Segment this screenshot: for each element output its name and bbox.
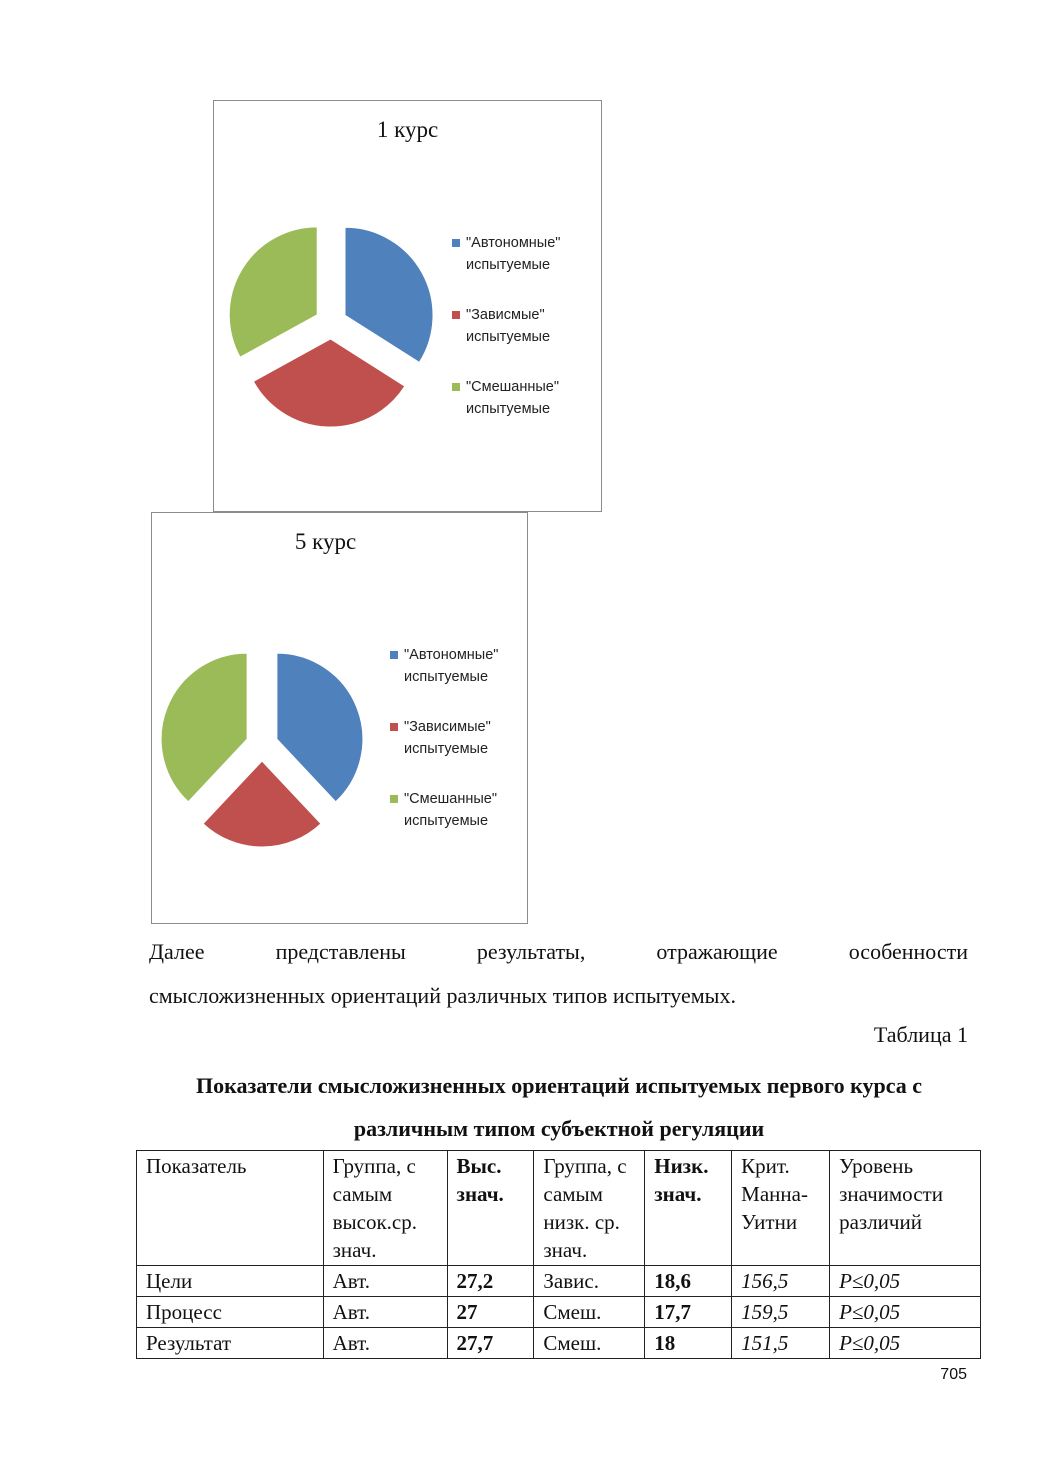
table-cell: 27,2 <box>447 1266 534 1297</box>
legend-item <box>452 232 606 276</box>
table-number: Таблица 1 <box>873 1022 968 1047</box>
legend-swatch <box>452 383 460 391</box>
table-cell: 156,5 <box>732 1266 830 1297</box>
pie-slice <box>203 761 321 847</box>
table-row <box>137 1297 981 1328</box>
table-cell: 27 <box>447 1297 534 1328</box>
word: отражающие <box>656 939 778 964</box>
table-cell: Авт. <box>323 1266 447 1297</box>
table-cell: Процесс <box>137 1297 324 1328</box>
pie-slice <box>229 227 317 357</box>
legend-item <box>390 788 544 832</box>
table-cell: 17,7 <box>645 1297 732 1328</box>
table-cell: Авт. <box>323 1328 447 1359</box>
chart-title: 1 курс <box>376 117 439 142</box>
header-cell: Группа, с самым низк. ср. знач. <box>534 1151 645 1266</box>
legend-swatch <box>390 651 398 659</box>
table-cell: 18,6 <box>645 1266 732 1297</box>
table-cell: 18 <box>645 1328 732 1359</box>
legend-swatch <box>452 239 460 247</box>
legend-label: "Зависмые" испытуемые <box>466 307 551 345</box>
table-title-line-2: различным типом субъектной регуляции <box>353 1116 765 1141</box>
word: особенности <box>848 939 968 964</box>
body-paragraph <box>149 930 968 1018</box>
table-cell: Цели <box>137 1266 324 1297</box>
word: Далее <box>149 939 205 964</box>
pie-slice <box>345 227 433 362</box>
table-cell: P≤0,05 <box>830 1297 981 1328</box>
pie-slice <box>277 653 363 802</box>
word: результаты, <box>476 939 586 964</box>
chart-legend <box>390 644 544 860</box>
header-cell: Показатель <box>137 1151 324 1266</box>
table-row <box>137 1266 981 1297</box>
table-header-row <box>137 1151 981 1266</box>
chart-2 <box>151 512 528 924</box>
legend-label: "Автономные" испытуемые <box>466 235 561 273</box>
legend-swatch <box>452 311 460 319</box>
pie-slice <box>161 653 247 802</box>
legend-item <box>452 376 606 420</box>
table-title <box>120 1064 998 1150</box>
table-cell: 27,7 <box>447 1328 534 1359</box>
table-cell: 151,5 <box>732 1328 830 1359</box>
results-table <box>136 1150 981 1359</box>
header-cell: Группа, с самым высок.ср. знач. <box>323 1151 447 1266</box>
table-cell: Смеш. <box>534 1328 645 1359</box>
table-row <box>137 1328 981 1359</box>
legend-item <box>452 304 606 348</box>
table-cell: Авт. <box>323 1297 447 1328</box>
table-cell: 159,5 <box>732 1297 830 1328</box>
header-cell: Крит. Манна-Уитни <box>732 1151 830 1266</box>
page-number: 705 <box>940 1366 967 1383</box>
paragraph-line-2: смысложизненных ориентаций различных типов испытуемых. <box>149 983 736 1008</box>
chart-title: 5 курс <box>294 529 357 554</box>
legend-label: "Зависимые" испытуемые <box>404 719 491 757</box>
table-cell: Смеш. <box>534 1297 645 1328</box>
legend-swatch <box>390 723 398 731</box>
legend-label: "Смешанные" испытуемые <box>466 379 559 417</box>
header-cell: Уровень значимости различий <box>830 1151 981 1266</box>
chart-legend <box>452 232 606 448</box>
legend-label: "Автономные" испытуемые <box>404 647 499 685</box>
table-title-line-1: Показатели смысложизненных ориентаций испытуемых первого курса с <box>196 1073 922 1098</box>
table-cell: Завис. <box>534 1266 645 1297</box>
chart-1 <box>213 100 602 512</box>
word: представлены <box>275 939 406 964</box>
paragraph-line-1 <box>149 930 968 974</box>
header-cell: Низк. знач. <box>645 1151 732 1266</box>
table-cell: P≤0,05 <box>830 1328 981 1359</box>
table-cell: Результат <box>137 1328 324 1359</box>
header-cell: Выс. знач. <box>447 1151 534 1266</box>
legend-item <box>390 716 544 760</box>
legend-swatch <box>390 795 398 803</box>
legend-item <box>390 644 544 688</box>
table-cell: P≤0,05 <box>830 1266 981 1297</box>
pie-slice <box>253 339 404 427</box>
legend-label: "Смешанные" испытуемые <box>404 791 497 829</box>
